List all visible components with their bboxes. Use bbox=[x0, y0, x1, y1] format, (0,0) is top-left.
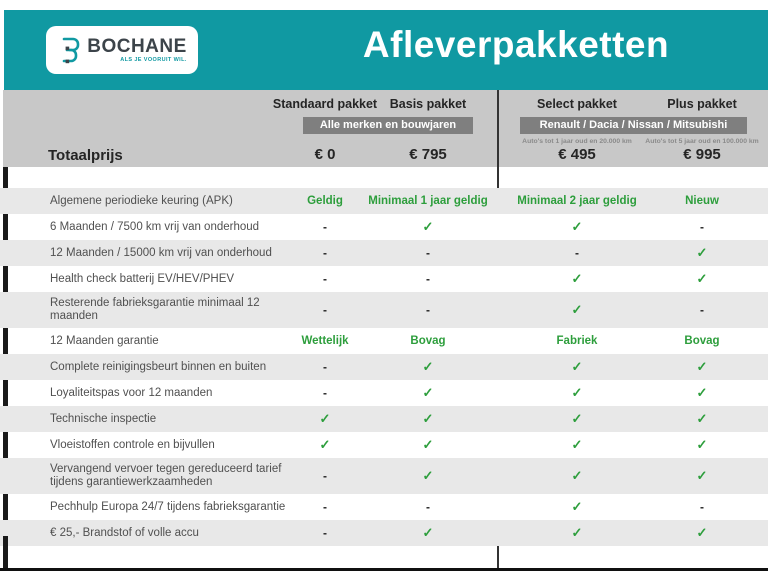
feature-value: - bbox=[323, 272, 327, 286]
total-price-label: Totaalprijs bbox=[48, 147, 123, 164]
feature-value: ✓ bbox=[571, 302, 583, 317]
feature-value: ✓ bbox=[696, 411, 708, 426]
feature-value: Bovag bbox=[684, 335, 720, 347]
feature-value: ✓ bbox=[422, 385, 434, 400]
package-column-header: Plus pakket bbox=[667, 97, 737, 111]
feature-label: Resterende fabrieksgarantie minimaal 12 maanden bbox=[50, 297, 260, 322]
brand-text: BOCHANE bbox=[87, 36, 187, 57]
feature-row bbox=[0, 458, 768, 494]
feature-row bbox=[0, 520, 768, 546]
feature-value: ✓ bbox=[571, 437, 583, 452]
feature-value: Geldig bbox=[307, 195, 343, 207]
feature-label: 12 Maanden / 15000 km vrij van onderhoud bbox=[50, 246, 272, 259]
feature-label: Technische inspectie bbox=[50, 412, 157, 425]
feature-value: Wettelijk bbox=[301, 335, 349, 347]
feature-value: ✓ bbox=[571, 411, 583, 426]
feature-row bbox=[0, 354, 768, 380]
feature-row bbox=[0, 380, 768, 406]
feature-row bbox=[0, 266, 768, 292]
feature-value: ✓ bbox=[422, 359, 434, 374]
feature-label: Algemene periodieke keuring (APK) bbox=[50, 194, 233, 207]
feature-value: - bbox=[323, 303, 327, 317]
package-column-header: Basis pakket bbox=[389, 97, 467, 111]
feature-value: ✓ bbox=[422, 525, 434, 540]
feature-value: ✓ bbox=[571, 468, 583, 483]
feature-value: ✓ bbox=[696, 468, 708, 483]
feature-value: ✓ bbox=[696, 359, 708, 374]
feature-value: ✓ bbox=[571, 385, 583, 400]
feature-value: ✓ bbox=[571, 271, 583, 286]
feature-label: 6 Maanden / 7500 km vrij van onderhoud bbox=[50, 220, 260, 233]
feature-value: Minimaal 2 jaar geldig bbox=[517, 195, 637, 207]
package-subtitle: Auto's tot 1 jaar oud en 20.000 km bbox=[522, 138, 632, 145]
feature-value: ✓ bbox=[319, 411, 331, 426]
package-price: € 995 bbox=[683, 146, 721, 163]
feature-label: Pechhulp Europa 24/7 tijdens fabrieksgarantie bbox=[50, 500, 286, 513]
package-price: € 0 bbox=[314, 146, 336, 163]
feature-value: - bbox=[323, 246, 327, 260]
feature-value: ✓ bbox=[696, 385, 708, 400]
feature-row bbox=[0, 214, 768, 240]
page-title: Afleverpakketten bbox=[362, 24, 670, 65]
logo bbox=[46, 26, 198, 74]
feature-value: - bbox=[426, 246, 430, 260]
feature-value: - bbox=[700, 220, 704, 234]
feature-value: ✓ bbox=[696, 437, 708, 452]
package-price: € 795 bbox=[409, 146, 447, 163]
feature-value: - bbox=[426, 272, 430, 286]
package-subtitle: Auto's tot 5 jaar oud en 100.000 km bbox=[645, 138, 759, 145]
feature-value: Bovag bbox=[410, 335, 446, 347]
feature-row bbox=[0, 406, 768, 432]
feature-label: Complete reinigingsbeurt binnen en buiten bbox=[50, 360, 267, 373]
feature-row bbox=[0, 328, 768, 354]
feature-value: - bbox=[700, 500, 704, 514]
package-column-header: Standaard pakket bbox=[272, 97, 378, 111]
feature-value: ✓ bbox=[422, 411, 434, 426]
feature-value: ✓ bbox=[422, 468, 434, 483]
feature-value: - bbox=[323, 526, 327, 540]
feature-value: ✓ bbox=[696, 271, 708, 286]
feature-value: ✓ bbox=[422, 437, 434, 452]
left-border-segment bbox=[3, 167, 8, 188]
feature-value: Fabriek bbox=[556, 335, 598, 347]
feature-value: ✓ bbox=[571, 525, 583, 540]
feature-label: Health check batterij EV/HEV/PHEV bbox=[50, 272, 235, 285]
feature-value: ✓ bbox=[319, 437, 331, 452]
feature-value: - bbox=[426, 303, 430, 317]
feature-value: - bbox=[323, 386, 327, 400]
feature-table bbox=[0, 188, 768, 546]
feature-value: ✓ bbox=[571, 359, 583, 374]
feature-value: - bbox=[575, 246, 579, 260]
feature-label: Loyaliteitspas voor 12 maanden bbox=[50, 386, 213, 399]
package-price: € 495 bbox=[558, 146, 596, 163]
feature-label: 12 Maanden garantie bbox=[50, 334, 159, 347]
feature-value: ✓ bbox=[696, 525, 708, 540]
feature-value: - bbox=[323, 500, 327, 514]
package-column-header: Select pakket bbox=[537, 97, 617, 111]
feature-row bbox=[0, 432, 768, 458]
feature-value: ✓ bbox=[571, 499, 583, 514]
feature-value: - bbox=[323, 220, 327, 234]
feature-label: Vervangend vervoer tegen gereduceerd tarief tijdens garantiewerkzaamheden bbox=[50, 463, 282, 488]
feature-value: Minimaal 1 jaar geldig bbox=[368, 195, 488, 207]
feature-row bbox=[0, 494, 768, 520]
bochane-logo-icon bbox=[57, 35, 83, 65]
feature-value: ✓ bbox=[422, 219, 434, 234]
brand-banner-left: Alle merken en bouwjaren bbox=[303, 117, 473, 134]
feature-value: - bbox=[323, 469, 327, 483]
feature-label: € 25,- Brandstof of volle accu bbox=[50, 526, 199, 539]
feature-value: - bbox=[426, 500, 430, 514]
brand-tagline: ALS JE VOORUIT WIL. bbox=[120, 57, 187, 63]
feature-row bbox=[0, 292, 768, 328]
bottom-border bbox=[0, 568, 768, 571]
feature-value: - bbox=[323, 360, 327, 374]
left-border-segment bbox=[3, 536, 8, 568]
feature-value: ✓ bbox=[696, 245, 708, 260]
feature-value: ✓ bbox=[571, 219, 583, 234]
brand-banner-right: Renault / Dacia / Nissan / Mitsubishi bbox=[520, 117, 747, 134]
feature-row bbox=[0, 240, 768, 266]
feature-value: Nieuw bbox=[685, 195, 719, 207]
feature-value: - bbox=[700, 303, 704, 317]
feature-label: Vloeistoffen controle en bijvullen bbox=[50, 438, 215, 451]
feature-row bbox=[0, 188, 768, 214]
header-band bbox=[4, 10, 768, 90]
